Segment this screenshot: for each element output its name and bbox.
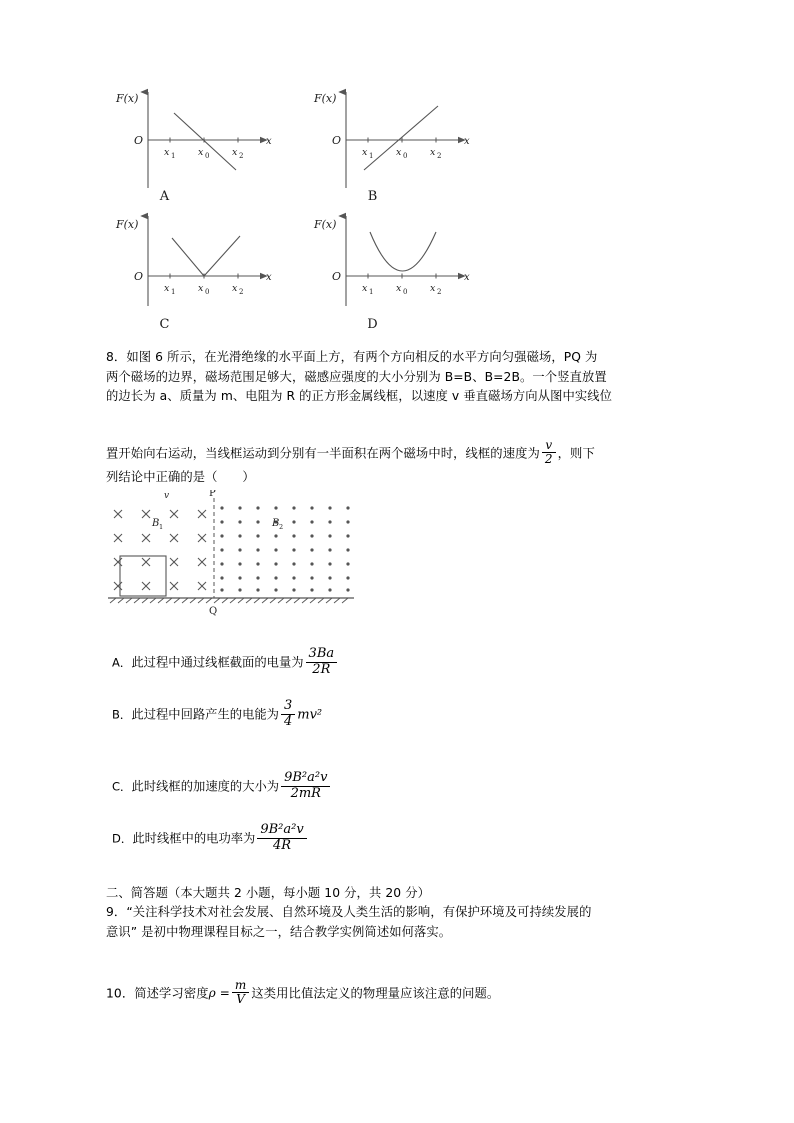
svg-text:x: x [232, 147, 238, 158]
svg-text:O: O [134, 134, 144, 147]
option-b-denominator: 4 [283, 713, 293, 729]
graph-d-letter: D [367, 317, 378, 332]
question-10 [106, 980, 684, 1008]
question-8-statement [106, 348, 684, 407]
svg-text:F(x): F(x) [314, 218, 337, 231]
option-c-numerator: 9B²a²v [281, 771, 330, 787]
graph-panel-a [108, 78, 293, 204]
svg-text:0: 0 [205, 288, 210, 296]
option-d-numerator: 9B²a²v [257, 823, 306, 839]
svg-text:1: 1 [369, 152, 374, 160]
graph-c-letter: C [159, 317, 170, 332]
svg-text:O: O [332, 270, 342, 283]
velocity-half-fraction [542, 439, 556, 467]
option-d-fraction [257, 823, 306, 853]
velocity-fraction-numerator: v [542, 439, 556, 453]
svg-text:O: O [332, 134, 342, 147]
graph-a-letter: A [159, 189, 170, 204]
field-label-p: P [209, 490, 216, 499]
svg-text:2: 2 [279, 523, 284, 531]
question-8-line-4-tail: ，则下 [557, 446, 595, 461]
svg-text:x: x [396, 283, 402, 294]
option-c-label: C． [112, 779, 132, 794]
option-c-text: 此时线框的加速度的大小为 [131, 779, 280, 794]
square-wire-loop [120, 556, 166, 596]
option-b[interactable] [112, 700, 672, 730]
question-8-line-3: 的边长为 a、质量为 m、电阻为 R 的正方形金属线框，以速度 v 垂直磁场方向从图中实线位 [106, 389, 613, 403]
graph-d-svg [306, 206, 491, 328]
option-d-text: 此时线框中的电功率为 [132, 831, 256, 846]
svg-text:x: x [430, 283, 436, 294]
question-10-text-lead: 10．简述学习密度 [106, 986, 209, 1001]
field-label-b2: B [272, 518, 280, 529]
graph-b-letter: B [367, 189, 378, 204]
svg-text:x: x [164, 147, 170, 158]
question-10-text-tail: 这类用比值法定义的物理量应该注意的问题。 [251, 986, 500, 1001]
question-8-statement-cont [106, 440, 684, 487]
option-b-numerator: 3 [281, 699, 295, 715]
velocity-fraction-denominator: 2 [544, 452, 553, 467]
question-8-line-4 [106, 440, 684, 468]
svg-text:x: x [164, 283, 170, 294]
field-label-q: Q [209, 606, 218, 617]
option-c-denominator: 2mR [290, 785, 321, 801]
magnetic-field-svg [104, 490, 404, 618]
figure-magnetic-field-diagram [104, 490, 404, 618]
field-label-velocity: v [164, 491, 170, 501]
option-d[interactable] [112, 824, 672, 854]
density-fraction [232, 979, 249, 1007]
question-9-line-1: 9．“关注科学技术对社会发展、自然环境及人类生活的影响，有保护环境及可持续发展的 [106, 905, 592, 919]
svg-text:x: x [396, 147, 402, 158]
svg-text:x: x [464, 136, 470, 147]
density-denominator: V [236, 992, 245, 1007]
option-c[interactable] [112, 772, 672, 802]
graph-a-svg [108, 78, 293, 200]
svg-text:x: x [266, 136, 272, 147]
svg-text:0: 0 [403, 288, 408, 296]
option-a-numerator: 3Ba [306, 647, 338, 663]
density-numerator: m [232, 979, 249, 993]
question-8-line-1: 8．如图 6 所示，在光滑绝缘的水平面上方，有两个方向相反的水平方向匀强磁场，PQ 为 [106, 350, 598, 364]
svg-text:2: 2 [437, 152, 442, 160]
question-8-line-2: 两个磁场的边界，磁场范围足够大，磁感应强度的大小分别为 B=B、B=2B。一个竖直放置 [106, 369, 607, 384]
question-9-line-2: 意识” 是初中物理课程目标之一，结合教学实例简述如何落实。 [106, 924, 452, 939]
option-b-label: B． [112, 707, 132, 722]
section-2-heading: 二、简答题（本大题共 2 小题，每小题 10 分，共 20 分） [106, 886, 431, 900]
svg-text:1: 1 [171, 288, 176, 296]
svg-text:x: x [198, 283, 204, 294]
svg-text:x: x [198, 147, 204, 158]
svg-text:1: 1 [159, 523, 164, 531]
svg-text:0: 0 [403, 152, 408, 160]
question-8-line-5: 列结论中正确的是（ ） [106, 469, 255, 484]
option-a[interactable] [112, 648, 672, 678]
ground-hatching [110, 598, 348, 603]
svg-text:x: x [362, 147, 368, 158]
svg-text:0: 0 [205, 152, 210, 160]
option-d-denominator: 4R [272, 837, 292, 853]
svg-text:F(x): F(x) [314, 92, 337, 105]
graph-panel-b [306, 78, 491, 204]
svg-text:1: 1 [369, 288, 374, 296]
density-formula [208, 978, 252, 1007]
field-region-out-of-page [220, 506, 349, 591]
option-c-fraction [281, 771, 330, 801]
graph-c-svg [108, 206, 293, 328]
graph-panel-c [108, 206, 293, 332]
svg-text:x: x [266, 272, 272, 283]
field-label-b1: B [152, 518, 160, 529]
graph-panel-d [306, 206, 491, 332]
option-d-label: D． [112, 831, 133, 846]
svg-text:2: 2 [239, 288, 244, 296]
svg-text:x: x [362, 283, 368, 294]
svg-text:1: 1 [171, 152, 176, 160]
option-b-text: 此过程中回路产生的电能为 [131, 707, 279, 722]
svg-text:x: x [232, 283, 238, 294]
option-a-denominator: 2R [312, 661, 331, 677]
field-region-into-page [114, 510, 206, 590]
option-b-fraction [281, 699, 295, 729]
svg-text:2: 2 [437, 288, 442, 296]
option-a-fraction [306, 647, 338, 677]
option-a-text: 此过程中通过线框截面的电量为 [131, 655, 304, 670]
figure-force-position-graphs [108, 78, 508, 332]
option-a-label: A． [112, 655, 132, 670]
svg-text:F(x): F(x) [116, 92, 139, 105]
option-b-suffix: mv² [297, 707, 323, 723]
density-formula-lhs: ρ = [208, 986, 230, 1001]
svg-text:x: x [430, 147, 436, 158]
graph-b-svg [306, 78, 491, 200]
svg-text:x: x [464, 272, 470, 283]
question-8-line-4-text: 置开始向右运动，当线框运动到分别有一半面积在两个磁场中时，线框的速度为 [106, 446, 540, 461]
svg-text:O: O [134, 270, 144, 283]
question-9 [106, 903, 684, 942]
svg-text:2: 2 [239, 152, 244, 160]
svg-text:F(x): F(x) [116, 218, 139, 231]
